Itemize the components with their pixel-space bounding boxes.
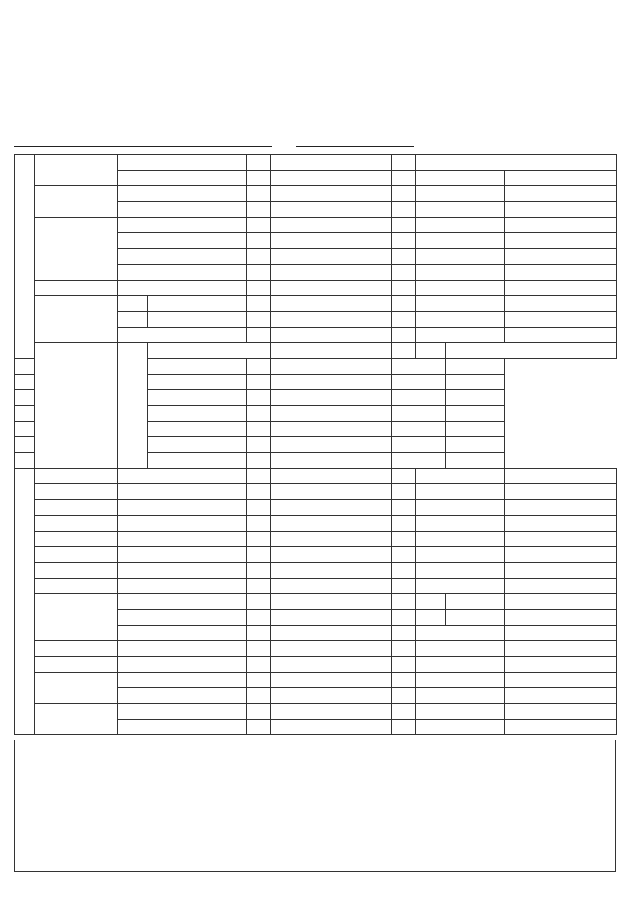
- checkbox[interactable]: [392, 704, 416, 720]
- table-row: [15, 186, 617, 202]
- table-row: [15, 374, 617, 390]
- table-row: [15, 578, 617, 594]
- checkbox[interactable]: [247, 562, 271, 578]
- table-row: [15, 406, 617, 422]
- checkbox[interactable]: [505, 311, 617, 327]
- checkbox[interactable]: [247, 657, 271, 673]
- checkbox[interactable]: [392, 327, 416, 343]
- checkbox[interactable]: [392, 562, 416, 578]
- table-row: [15, 155, 617, 171]
- checkbox[interactable]: [392, 578, 416, 594]
- table-row: [15, 484, 617, 500]
- ups-label: [35, 280, 118, 296]
- table-row: [15, 390, 617, 406]
- checkbox[interactable]: [247, 311, 271, 327]
- checkbox[interactable]: [247, 547, 271, 563]
- checkbox[interactable]: [392, 280, 416, 296]
- checkbox[interactable]: [247, 609, 271, 625]
- table-row: [15, 358, 617, 374]
- incoming-panel-label: [35, 155, 118, 186]
- table-row: [15, 672, 617, 688]
- checkbox[interactable]: [148, 437, 247, 453]
- dewatering-label: [35, 594, 118, 641]
- remarks-box[interactable]: [14, 740, 616, 872]
- table-row: [15, 343, 617, 359]
- checkbox[interactable]: [505, 186, 617, 202]
- checkbox[interactable]: [247, 468, 271, 484]
- table-row: [15, 657, 617, 673]
- chemical-pump-label: [35, 704, 118, 735]
- inspector-underline[interactable]: [296, 146, 414, 147]
- checkbox[interactable]: [505, 280, 617, 296]
- table-row: [15, 594, 617, 610]
- table-row: [15, 217, 617, 233]
- checkbox[interactable]: [148, 453, 247, 469]
- transformer-panel-label: [35, 186, 118, 217]
- table-row: [15, 547, 617, 563]
- checkbox[interactable]: [247, 531, 271, 547]
- checkbox[interactable]: [392, 594, 416, 610]
- checkbox[interactable]: [392, 719, 416, 735]
- table-row: [15, 562, 617, 578]
- section-power: [15, 155, 35, 359]
- table-row: [15, 468, 617, 484]
- section-inverter: [15, 468, 35, 735]
- sludge-pump-label: [35, 672, 118, 703]
- checkbox[interactable]: [392, 186, 416, 202]
- checkbox[interactable]: [247, 594, 271, 610]
- checkbox[interactable]: [247, 484, 271, 500]
- checkbox[interactable]: [247, 186, 271, 202]
- checkbox[interactable]: [247, 249, 271, 265]
- checkbox[interactable]: [247, 280, 271, 296]
- table-row: [15, 515, 617, 531]
- table-row: [15, 500, 617, 516]
- checkbox[interactable]: [392, 484, 416, 500]
- checkbox[interactable]: [148, 358, 247, 374]
- table-row: [15, 531, 617, 547]
- checkbox[interactable]: [148, 390, 247, 406]
- checkbox[interactable]: [247, 672, 271, 688]
- checkbox[interactable]: [392, 531, 416, 547]
- checkbox[interactable]: [148, 421, 247, 437]
- checkbox[interactable]: [392, 468, 416, 484]
- checkbox[interactable]: [247, 217, 271, 233]
- checkbox[interactable]: [271, 343, 392, 359]
- checkbox[interactable]: [392, 296, 416, 312]
- remote-monitor-label: [35, 296, 118, 343]
- checkbox[interactable]: [148, 406, 247, 422]
- checkbox[interactable]: [247, 500, 271, 516]
- checkbox[interactable]: [392, 547, 416, 563]
- table-row: [15, 437, 617, 453]
- checkbox[interactable]: [505, 170, 617, 186]
- checkbox[interactable]: [392, 672, 416, 688]
- checkbox[interactable]: [247, 704, 271, 720]
- date-underline: [14, 146, 272, 147]
- table-row: [15, 421, 617, 437]
- checkbox[interactable]: [247, 578, 271, 594]
- checkbox[interactable]: [392, 609, 416, 625]
- checkbox[interactable]: [247, 515, 271, 531]
- checkbox[interactable]: [247, 688, 271, 704]
- table-row: [15, 296, 617, 312]
- checkbox[interactable]: [247, 296, 271, 312]
- checkbox[interactable]: [392, 500, 416, 516]
- table-row: [15, 641, 617, 657]
- checkbox[interactable]: [247, 625, 271, 641]
- checkbox[interactable]: [247, 170, 271, 186]
- generator-label: [118, 343, 148, 469]
- checkbox[interactable]: [392, 688, 416, 704]
- checkbox[interactable]: [505, 296, 617, 312]
- checkbox[interactable]: [148, 374, 247, 390]
- table-row: [15, 280, 617, 296]
- checkbox[interactable]: [247, 641, 271, 657]
- checkbox[interactable]: [247, 327, 271, 343]
- checkbox[interactable]: [247, 233, 271, 249]
- checkbox[interactable]: [247, 719, 271, 735]
- checkbox[interactable]: [392, 170, 416, 186]
- inspection-table: [14, 154, 617, 735]
- table-row: [15, 704, 617, 720]
- table-row: [15, 453, 617, 469]
- checkbox[interactable]: [392, 311, 416, 327]
- distribution-panel-label: [35, 217, 118, 280]
- checkbox[interactable]: [392, 515, 416, 531]
